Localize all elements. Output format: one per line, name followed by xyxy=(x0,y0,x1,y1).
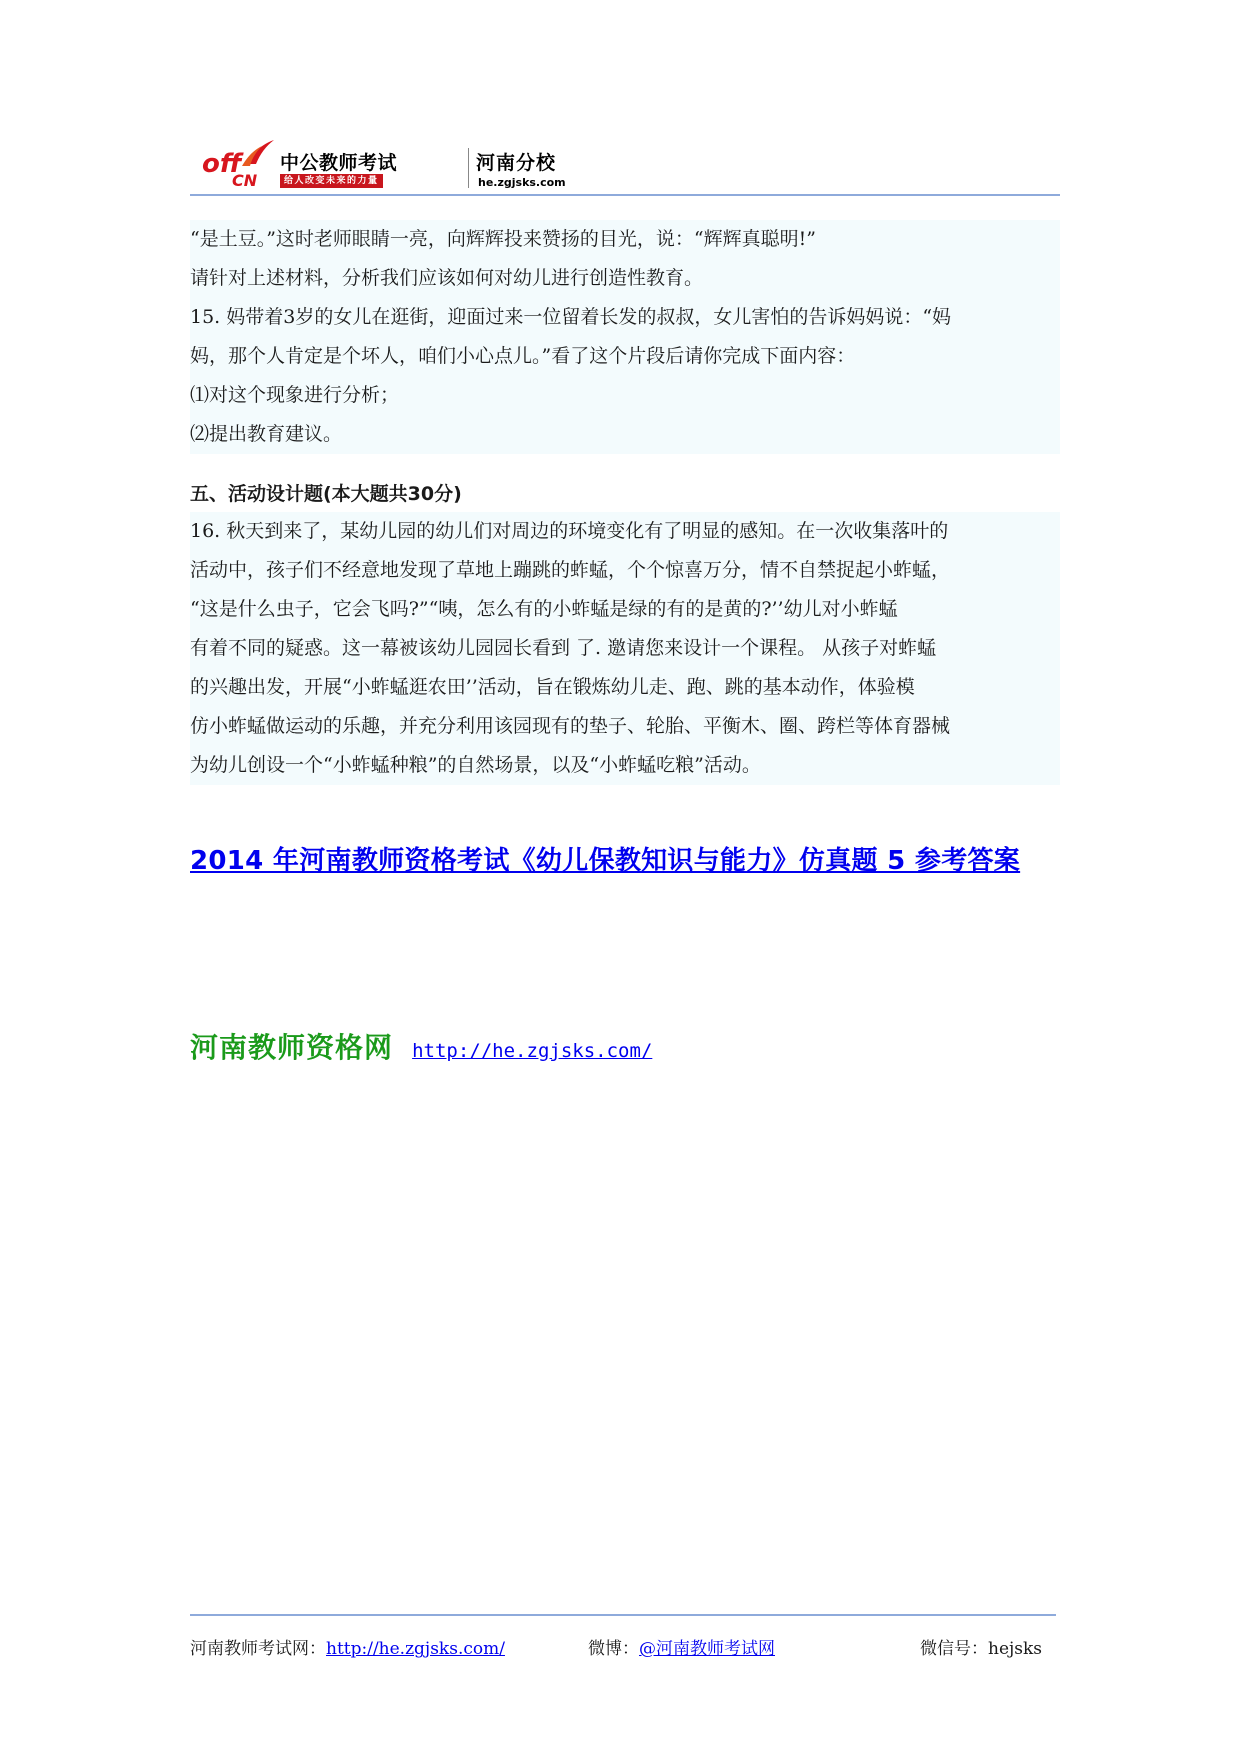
paragraph: ⑴对这个现象进行分析； xyxy=(190,384,400,406)
paragraph: ⑵提出教育建议。 xyxy=(190,423,343,445)
section-heading: 五、活动设计题(本大题共30分) xyxy=(190,476,1060,512)
branch-url: he.zgjsks.com xyxy=(478,176,566,189)
footer-weibo-label: 微博： xyxy=(588,1639,639,1659)
site-name: 河南教师资格网 xyxy=(190,1031,394,1064)
brand-name: 中公教师考试 xyxy=(280,152,398,174)
paragraph: 活动中，孩子们不经意地发现了草地上蹦跳的蚱蜢，个个惊喜万分，情不自禁捉起小蚱蜢， xyxy=(190,559,951,581)
paragraph: 16. 秋天到来了，某幼儿园的幼儿们对周边的环境变化有了明显的感知。在一次收集落叶的 xyxy=(190,520,949,542)
paragraph: 为幼儿创设一个“小蚱蜢种粮”的自然场景，以及“小蚱蜢吃粮”活动。 xyxy=(190,754,761,776)
paragraph: 仿小蚱蜢做运动的乐趣，并充分利用该园现有的垫子、轮胎、平衡木、圈、跨栏等体育器械 xyxy=(190,715,951,737)
document-content xyxy=(190,220,1060,785)
paragraph: 请针对上述材料，分析我们应该如何对幼儿进行创造性教育。 xyxy=(190,267,704,289)
footer-site-link[interactable]: http://he.zgjsks.com/ xyxy=(326,1639,505,1659)
brand-slogan: 给人改变未来的力量 xyxy=(280,174,383,188)
footer-site xyxy=(190,1634,505,1659)
site-url-link[interactable]: http://he.zgjsks.com/ xyxy=(412,1040,653,1062)
footer-divider xyxy=(190,1614,1056,1616)
paragraph: 15. 妈带着3岁的女儿在逛街，迎面过来一位留着长发的叔叔，女儿害怕的告诉妈妈说：“妈 xyxy=(190,306,952,328)
offcn-logo-icon xyxy=(202,138,278,190)
page-footer xyxy=(190,1634,1056,1664)
paragraph: 有着不同的疑惑。这一幕被该幼儿园园长看到 了. 邀请您来设计一个课程。 从孩子对蚱蜢 xyxy=(190,637,937,659)
footer-weibo xyxy=(588,1634,775,1659)
footer-wechat-value: hejsks xyxy=(988,1639,1043,1659)
footer-wechat xyxy=(920,1634,1042,1659)
site-line xyxy=(190,1026,652,1066)
svg-text:off: off xyxy=(202,149,242,179)
header-divider xyxy=(190,194,1060,196)
branch-name: 河南分校 xyxy=(476,152,557,174)
footer-weibo-link[interactable]: @河南教师考试网 xyxy=(639,1639,775,1659)
paragraph: 的兴趣出发，开展“小蚱蜢逛农田’’活动，旨在锻炼幼儿走、跑、跳的基本动作，体验模 xyxy=(190,676,915,698)
paragraph: “是土豆。”这时老师眼睛一亮，向辉辉投来赞扬的目光，说：“辉辉真聪明!” xyxy=(190,228,816,250)
brand-divider xyxy=(468,148,469,188)
answer-link[interactable]: 2014 年河南教师资格考试《幼儿保教知识与能力》仿真题 5 参考答案 xyxy=(190,846,1021,876)
paragraph: 妈，那个人肯定是个坏人，咱们小心点儿。”看了这个片段后请你完成下面内容： xyxy=(190,345,856,367)
svg-text:CN: CN xyxy=(232,171,258,190)
section-spacer xyxy=(190,454,1060,476)
footer-site-label: 河南教师考试网： xyxy=(190,1639,326,1659)
footer-wechat-label: 微信号： xyxy=(920,1639,988,1659)
page-header xyxy=(190,136,1060,196)
paragraph: “这是什么虫子，它会飞吗?”“咦，怎么有的小蚱蜢是绿的有的是黄的?’’幼儿对小蚱蜢 xyxy=(190,598,898,620)
